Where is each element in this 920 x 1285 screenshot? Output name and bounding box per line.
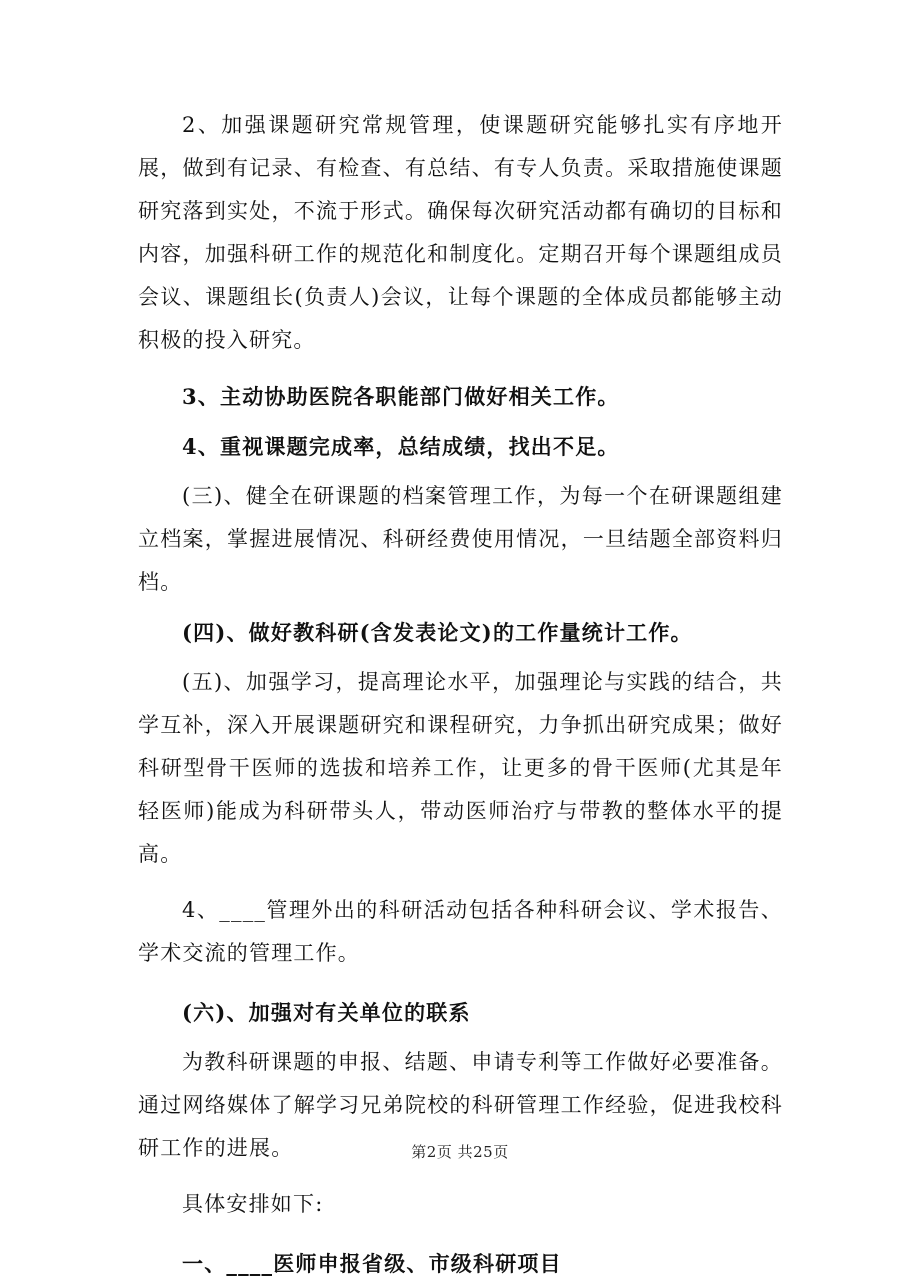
paragraph-unit-contact: (六)、加强对有关单位的联系 — [182, 1000, 471, 1025]
paragraph-schedule-intro: 具体安排如下: — [182, 1192, 324, 1216]
paragraph-routine-management: 2、加强课题研究常规管理，使课题研究能够扎实有序地开展，做到有记录、有检查、有总结、有专人负责。采取措施使课题研究落到实处，不流于形式。确保每次研究活动都有确切的目标和内容，加强科研工作的规范化和制度化。定期召开每个课题组成员会议、课题组长(负责人)会议，让每个课题的全体成员都能够主动积极的投入研究。 — [138, 113, 783, 352]
document-body — [138, 104, 783, 1285]
page-number: 第2页 共25页 — [411, 1143, 509, 1161]
paragraph-archive-management: (三)、健全在研课题的档案管理工作，为每一个在研课题组建立档案，掌握进展情况、科研经费使用情况，一旦结题全部资料归档。 — [138, 484, 783, 594]
paragraph-strengthen-learning: (五)、加强学习，提高理论水平，加强理论与实践的结合，共学互补，深入开展课题研究和课程研究，力争抓出研究成果；做好科研型骨干医师的选拔和培养工作，让更多的骨干医师(尤其是年轻医师)能成为科研带头人，带动医师治疗与带教的整体水平的提高。 — [138, 670, 783, 866]
paragraph-assist-departments: 3、主动协助医院各职能部门做好相关工作。 — [182, 384, 620, 409]
section-heading-project-application: 一、____医师申报省级、市级科研项目 — [182, 1251, 562, 1276]
paragraph-external-activities: 4、____管理外出的科研活动包括各种科研会议、学术报告、学术交流的管理工作。 — [138, 898, 783, 965]
paragraph-completion-rate: 4、重视课题完成率，总结成绩，找出不足。 — [182, 434, 620, 459]
paragraph-project-preparation: 为教科研课题的申报、结题、申请专利等工作做好必要准备。通过网络媒体了解学习兄弟院校的科研管理工作经验，促进我校科研工作的进展。 — [138, 1050, 783, 1160]
paragraph-workload-statistics: (四)、做好教科研(含发表论文)的工作量统计工作。 — [182, 620, 693, 645]
